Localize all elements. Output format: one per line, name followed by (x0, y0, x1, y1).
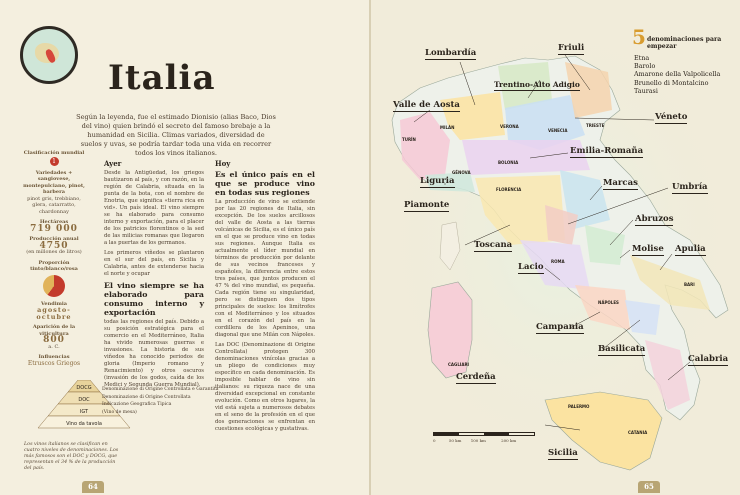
ayer-subheading: El vino siempre se ha elaborado para consumo interno y exportación (104, 281, 204, 317)
top5-list (634, 54, 740, 95)
pyr-tier-vdt: Vino da tavola (66, 421, 102, 427)
region-label-sicilia: Sicilia (548, 448, 578, 458)
top5-item: Amarone della Valpolicella (634, 70, 721, 79)
region-label-aosta: Valle de Aosta (393, 100, 460, 110)
page-number-left: 64 (82, 481, 104, 493)
pyr-label-4: (Vino de mesa) (102, 409, 137, 415)
class-label: Clasificación mundial (23, 150, 85, 156)
scale-200: 200 km (501, 438, 517, 443)
region-label-piamonte: Piamonte (404, 200, 450, 210)
origin-label: Aparición de la viticultura (32, 324, 76, 337)
production-value: 4750 (39, 240, 69, 251)
influences-value: Etruscos Griegos (27, 359, 81, 367)
proportion-pie (43, 275, 65, 297)
region-label-cerdena: Cerdeña (456, 372, 496, 382)
scale-bar-graphic (433, 432, 535, 436)
scale-100: 100 km (470, 438, 486, 443)
hoy-heading: Hoy (215, 159, 231, 168)
top5-item: Taurasi (634, 86, 658, 95)
city-palermo: PALERMO (568, 404, 590, 409)
origin-unit: a. C. (48, 343, 60, 350)
pyr-tier-igt: IGT (79, 409, 89, 415)
city-trieste: TRIESTE (586, 123, 605, 128)
pyr-label-3: Indicazione Geografica Tipica (102, 402, 172, 407)
influences-label: Influencias (38, 354, 70, 360)
region-label-trentino: Trentino-Alto Adigio (494, 80, 580, 89)
region-label-campania: Campania (536, 322, 584, 332)
top5-heading: denominaciones para empezar (647, 36, 722, 50)
region-label-liguria: Liguria (420, 176, 455, 186)
column-hoy (215, 160, 315, 436)
pyramid-labels (102, 386, 218, 416)
region-label-lombardia: Lombardía (425, 48, 477, 58)
production-label: Producción anual (29, 236, 79, 242)
region-label-calabria: Calabria (688, 354, 729, 364)
pyr-label-2: Denominazione di Origine Controllata (102, 394, 191, 400)
pyr-label-1: Denominazione di Origine Controllata e Garantita (102, 387, 219, 392)
region-label-abruzos: Abruzos (635, 214, 674, 224)
ayer-p3: todas las regiones del país. Debido a su posición estratégica para el comercio en el Mediterráneo, Italia ha vivido numerosas guerras e invasiones. La historia de sus viñedos ha conocido periodos de gloria (Imperio romano y Renacimiento) y otros oscuros (invasión de los godos, caída de los Medici y Segunda Guerra Mundial). (104, 319, 204, 388)
varieties-sub: pinot gris, trebbiano, glera, catarratto, chardonnay (27, 195, 81, 215)
intro-text: Según la leyenda, fue el estimado Dionisio (alias Baco, Dios del vino) quien brindó el secreto del famoso brebaje a la humanidad en Sicilia. Climas variados, diversidad de suelos y uvas, se podría tardar toda una vida en recorrer todos los vinos italianos. (76, 113, 276, 157)
pyramid-note: Los vinos italianos se clasifican en cuatro niveles de denominaciones. Los más famosos son el DOC y DOCG, que representan el 34 % de la producción del país. (24, 442, 119, 471)
city-bari: BARI (684, 282, 695, 287)
class-value: 1 (50, 157, 59, 166)
locator-globe (20, 26, 78, 84)
production-unit: (en millones de litros) (26, 249, 82, 255)
region-label-apulia: Apulia (675, 244, 706, 254)
top5-item: Barolo (634, 62, 656, 71)
city-milan: MILÁN (440, 125, 455, 130)
harvest-value: agosto-octubre (36, 306, 72, 321)
ayer-heading: Ayer (104, 159, 122, 168)
region-label-toscana: Toscana (474, 240, 513, 250)
page-title: Italia (108, 58, 216, 98)
city-bologna: BOLONIA (498, 160, 519, 165)
city-florence: FLORENCIA (496, 187, 522, 192)
ayer-p1: Desde la Antigüedad, los griegos bautizaron al país, y con razón, en la región de Calabria, situada en la punta de la bota, con el nombre de Enotria, que significa «tierra rica en vid». Un país ideal. El vino siempre se ha elaborado para consumo interno y exportación, para el placer de los patricios florentinos o la sed de las milicias romanas que llegaron a las puertas de los germanos. (104, 170, 204, 246)
region-label-veneto: Véneto (655, 112, 688, 122)
proportion-label: Proporción tinto/blanco/rosa (30, 259, 78, 272)
hoy-p2: Las DOC (Denominazione di Origine Controllata) protegen 300 denominaciones vinícolas gracias a un pliego de condiciones muy específico en cada denominación. Es imposible hablar de vino sin italianos: su riqueza nace de una diversidad excepcional en constante evolución. Como en otros lugares, la vid está sujeta a numerosos debates en el seno de la profesión en el que dos generaciones se enfrentan en cuestiones ecológicas y gustativas. (215, 342, 315, 432)
page-number-right: 65 (638, 481, 660, 493)
region-label-emilia: Emilia-Romaña (570, 146, 644, 156)
city-turin: TURÍN (402, 137, 416, 142)
region-label-friuli: Friuli (558, 43, 585, 53)
city-naples: NÁPOLES (598, 300, 619, 305)
region-label-umbria: Umbría (672, 182, 708, 192)
top5-item: Etna (634, 54, 650, 62)
region-label-lacio: Lacio (518, 262, 544, 272)
scale-50: 50 km (448, 438, 462, 443)
harvest-label: Vendimia (40, 300, 68, 307)
hectares-value: 719 000 (30, 223, 78, 234)
city-venice: VENECIA (548, 128, 568, 133)
varieties-label: Variedades + sangiovese, montepulciano, pinot, barbera (23, 169, 85, 195)
city-catania: CATANIA (628, 430, 648, 435)
hectares-label: Hectáreas (39, 219, 69, 225)
scale-bar (433, 432, 535, 443)
city-rome: ROMA (551, 259, 565, 264)
column-ayer (104, 160, 204, 392)
top5-number: 5 (632, 25, 646, 49)
scale-0: 0 (433, 438, 436, 443)
top5-item: Brunello di Montalcino (634, 78, 709, 87)
hoy-subheading: Es el único país en el que se produce vino en todas sus regiones (215, 170, 315, 197)
pyr-tier-docg: DOCG (76, 385, 92, 391)
origin-value: 800 (43, 335, 65, 345)
pyr-tier-doc: DOC (78, 397, 90, 403)
facts-sidebar (22, 146, 86, 367)
city-genoa: GÉNOVA (452, 170, 471, 175)
hoy-p1: La producción de vino se extiende por las 20 regiones de Italia, sin excepción. De los suelos arcillosos del valle de Aosta a las tierras volcánicas de Sicilia, es el único país en el que se produce vino en todas sus regiones. Aunque Italia es actualmente el líder mundial en términos de producción por delante de sus vecinos franceses y españoles, la diferencia entre estos tres países, que juntos producen el 47 % del vino mundial, es pequeña. Cada región tiene su singularidad, pero se distinguen dos tipos principales de suelos: los limítrofes con el Mediterráneo y los situados en el corazón del país en la cordillera de los Apeninos, una diagonal que une Milán con Nápoles. (215, 199, 315, 338)
city-verona: VERONA (500, 124, 519, 129)
city-cagliari: CAGLIARI (448, 362, 470, 367)
region-label-basilicata: Basilicata (598, 344, 646, 354)
region-label-molise: Molise (632, 244, 664, 254)
ayer-p2: Los primeros viñedos se plantaron en el sur del país, en Sicilia y Calabria, antes de extenderse hacia el norte y ocupar (104, 250, 204, 277)
region-label-marcas: Marcas (603, 178, 638, 188)
